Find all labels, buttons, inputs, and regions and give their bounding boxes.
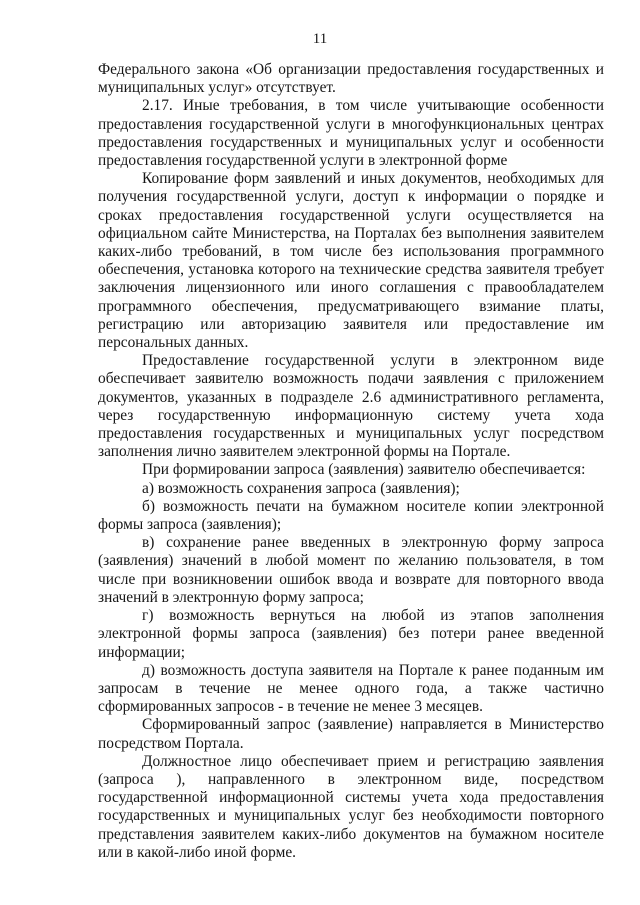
list-item-b: б) возможность печати на бумажном носителе копии электронной формы запроса (заявления); <box>98 497 604 534</box>
list-item-v: в) сохранение ранее введенных в электронную форму запроса (заявления) значений в любой момент по желанию пользователя, в том числе при возникновении ошибок ввода и возврате для повторного ввода значений в электронную форму запроса; <box>98 534 604 606</box>
page-number: 11 <box>312 31 328 47</box>
list-item-a: а) возможность сохранения запроса (заявления); <box>142 479 460 497</box>
list-item-g: г) возможность вернуться на любой из этапов заполнения электронной формы запроса (заявления) без потери ранее введенной информации; <box>98 607 604 661</box>
paragraph-request-formation-intro: При формировании запроса (заявления) заявителю обеспечивается: <box>142 461 586 479</box>
document-body <box>98 61 604 862</box>
paragraph-official-registration: Должностное лицо обеспечивает прием и регистрацию заявления (запроса ), направленного в электронном виде, посредством государственной информационной системы учета хода предоставления государственных и муниципальных услуг без необходимости повторного представления заявителем каких-либо документов на бумажном носителе или в какой-либо иной форме. <box>98 752 604 861</box>
paragraph-form-copying: Копирование форм заявлений и иных документов, необходимых для получения государственной услуги, доступ к информации о порядке и сроках предоставления государственной услуги осуществляется на официальном сайте Министерства, на Порталах без выполнения заявителем каких-либо требований, в том числе без использования программного обеспечения, установка которого на технические средства заявителя требует заключения лицензионного или иного соглашения с правообладателем программного обеспечения, предусматривающего взимание платы, регистрацию или авторизацию заявителя или предоставление им персональных данных. <box>98 170 604 352</box>
paragraph-federal-law-ending: Федерального закона «Об организации предоставления государственных и муниципальных услуг» отсутствует. <box>98 61 604 97</box>
paragraph-electronic-provision: Предоставление государственной услуги в электронном виде обеспечивает заявителю возможность подачи заявления с приложением документов, указанных в подразделе 2.6 административного регламента, через государственную информационную систему учета хода предоставления государственных и муниципальных услуг посредством заполнения лично заявителем электронной формы на Портале. <box>98 352 604 461</box>
paragraph-request-sent: Сформированный запрос (заявление) направляется в Министерство посредством Портала. <box>98 716 604 752</box>
list-item-d: д) возможность доступа заявителя на Портале к ранее поданным им запросам в течение не менее одного года, а также частично сформированных запросов - в течение не менее 3 месяцев. <box>98 661 604 716</box>
paragraph-section-2-17-heading: 2.17. Иные требования, в том числе учитывающие особенности предоставления государственной услуги в многофункциональных центрах предоставления государственных и муниципальных услуг и особенности предоставления государственной услуги в электронной форме <box>98 97 604 170</box>
